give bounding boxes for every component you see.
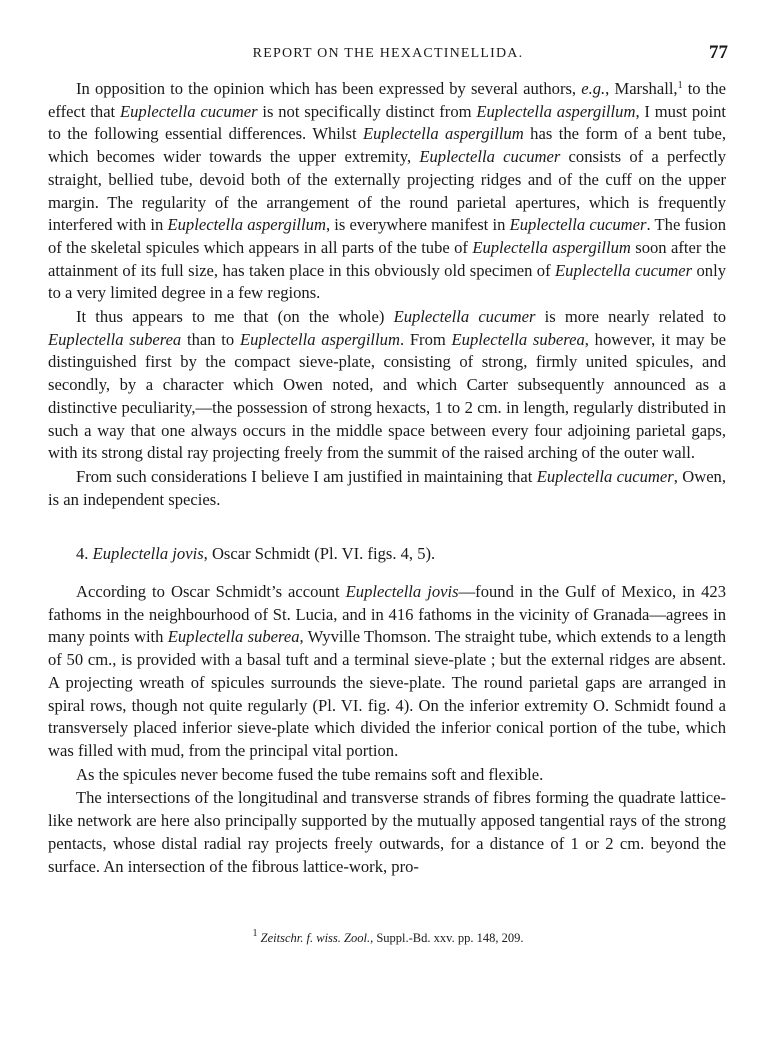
- paragraph: [48, 581, 726, 763]
- footnote-marker: 1: [677, 80, 683, 91]
- paragraph: [48, 306, 726, 465]
- text-run: , however, it may be distinguished first by the compact sieve-plate, consisting of strong, firmly united spicules, and secondly, by a character which Owen noted, and which Carter subsequently announced as a distinctive peculiarity,—the possession of strong hexacts, 1 to 2 cm. in length, regularly distributed in such a way that one always occurs in the middle space between every four adjoining parietal gaps, with its strong distal ray projecting freely from the summit of the raised arching of the outer wall.: [48, 329, 726, 463]
- italic-term: Euplectella jovis: [92, 544, 204, 564]
- italic-term: Euplectella aspergillum: [167, 215, 326, 235]
- italic-term: Euplectella suberea: [48, 329, 182, 349]
- italic-term: Euplectella cucumer: [419, 147, 561, 167]
- text-run: According to Oscar Schmidt’s account: [76, 582, 346, 602]
- text-run: It thus appears to me that (on the whole): [76, 307, 394, 327]
- italic-term: Euplectella aspergillum: [363, 124, 524, 144]
- text-run: than to: [181, 329, 240, 349]
- text-run: From such considerations I believe I am justified in maintaining that: [76, 466, 537, 486]
- running-title: REPORT ON THE HEXACTINELLIDA.: [252, 46, 524, 61]
- text-run: . The fusion of the skeletal spicules which appears in all parts of the tube of: [48, 215, 727, 257]
- italic-term: Euplectella suberea: [167, 627, 300, 647]
- text-run: , Marshall,: [605, 79, 678, 98]
- italic-term: Euplectella cucumer: [555, 260, 693, 280]
- italic-term: e.g.: [581, 79, 606, 98]
- text-run: As the spicules never become fused the tube remains soft and flexible.: [76, 764, 544, 784]
- text-run: has the form of a bent tube, which becomes wider towards the upper extremity,: [48, 124, 726, 167]
- paragraph: [48, 764, 726, 787]
- text-run: , Suppl.-Bd. xxv. pp. 148, 209.: [370, 931, 524, 945]
- text-run: , is everywhere manifest in: [325, 215, 510, 235]
- text-run: , Oscar Schmidt (Pl. VI. figs. 4, 5).: [203, 544, 436, 564]
- italic-term: Euplectella aspergillum: [476, 101, 636, 121]
- italic-term: Euplectella aspergillum: [239, 329, 400, 349]
- italic-term: Zeitschr. f. wiss. Zool.: [260, 931, 371, 945]
- italic-term: Euplectella cucumer: [120, 101, 258, 121]
- text-run: is not specifically distinct from: [257, 101, 477, 121]
- section-heading: [48, 543, 726, 566]
- paragraph: [48, 466, 726, 511]
- text-run: is more nearly related to: [535, 307, 726, 327]
- paragraph: [48, 787, 726, 878]
- italic-term: Euplectella cucumer: [509, 215, 647, 235]
- page-number: 77: [709, 42, 728, 63]
- italic-term: Euplectella suberea: [451, 329, 585, 349]
- text-run: 4.: [76, 544, 93, 564]
- text-run: . From: [399, 329, 452, 349]
- paragraph: [48, 78, 726, 305]
- footnote-marker: 1: [252, 928, 258, 939]
- text-run: only to a very limited degree in a few regions.: [48, 260, 727, 303]
- italic-term: Euplectella cucumer: [536, 466, 674, 486]
- footnote: [0, 928, 776, 946]
- italic-term: Euplectella jovis: [345, 582, 459, 602]
- text-run: , I must point to the following essential differences. Whilst: [48, 101, 726, 144]
- text-run: consists of a perfectly straight, bellied tube, devoid both of the externally projecting ridges and of the cuff on the upper margin. The regularity of the arrangement of the round parietal apertures, which is frequently interfered with in: [48, 147, 726, 235]
- text-run: In opposition to the opinion which has been expressed by several authors,: [76, 79, 582, 98]
- italic-term: Euplectella aspergillum: [472, 237, 631, 257]
- text-run: —found in the Gulf of Mexico, in 423 fathoms in the neighbourhood of St. Lucia, and in 416 fathoms in the vicinity of Granada—agrees in many points with: [48, 582, 726, 647]
- text-run: , Owen, is an independent species.: [48, 466, 727, 509]
- text-run: to the effect that: [48, 79, 726, 121]
- body-text: [48, 78, 726, 878]
- text-run: soon after the attainment of its full size, has taken place in this obviously old specimen of: [48, 237, 726, 280]
- text-run: , Wyville Thomson. The straight tube, which extends to a length of 50 cm., is provided with a basal tuft and a terminal sieve-plate ; but the external ridges are absent. A projecting wreath of spicules surrounds the sieve-plate. The round parietal gaps are arranged in spiral rows, though not quite regularly (Pl. VI. fig. 4). On the inferior extremity O. Schmidt found a transversely placed inferior sieve-plate which divided the inferior conical portion of the tube, which was filled with mud, from the principal vital portion.: [48, 627, 726, 760]
- text-run: The intersections of the longitudinal and transverse strands of fibres forming the quadrate lattice-like network are here also principally supported by the mutually apposed tangential rays of the strong pentacts, whose distal radial ray projects freely outwards, for a distance of 1 or 2 cm. beyond the surface. An intersection of the fibrous lattice-work, pro-: [48, 788, 726, 876]
- italic-term: Euplectella cucumer: [393, 307, 536, 327]
- running-head: [48, 42, 728, 64]
